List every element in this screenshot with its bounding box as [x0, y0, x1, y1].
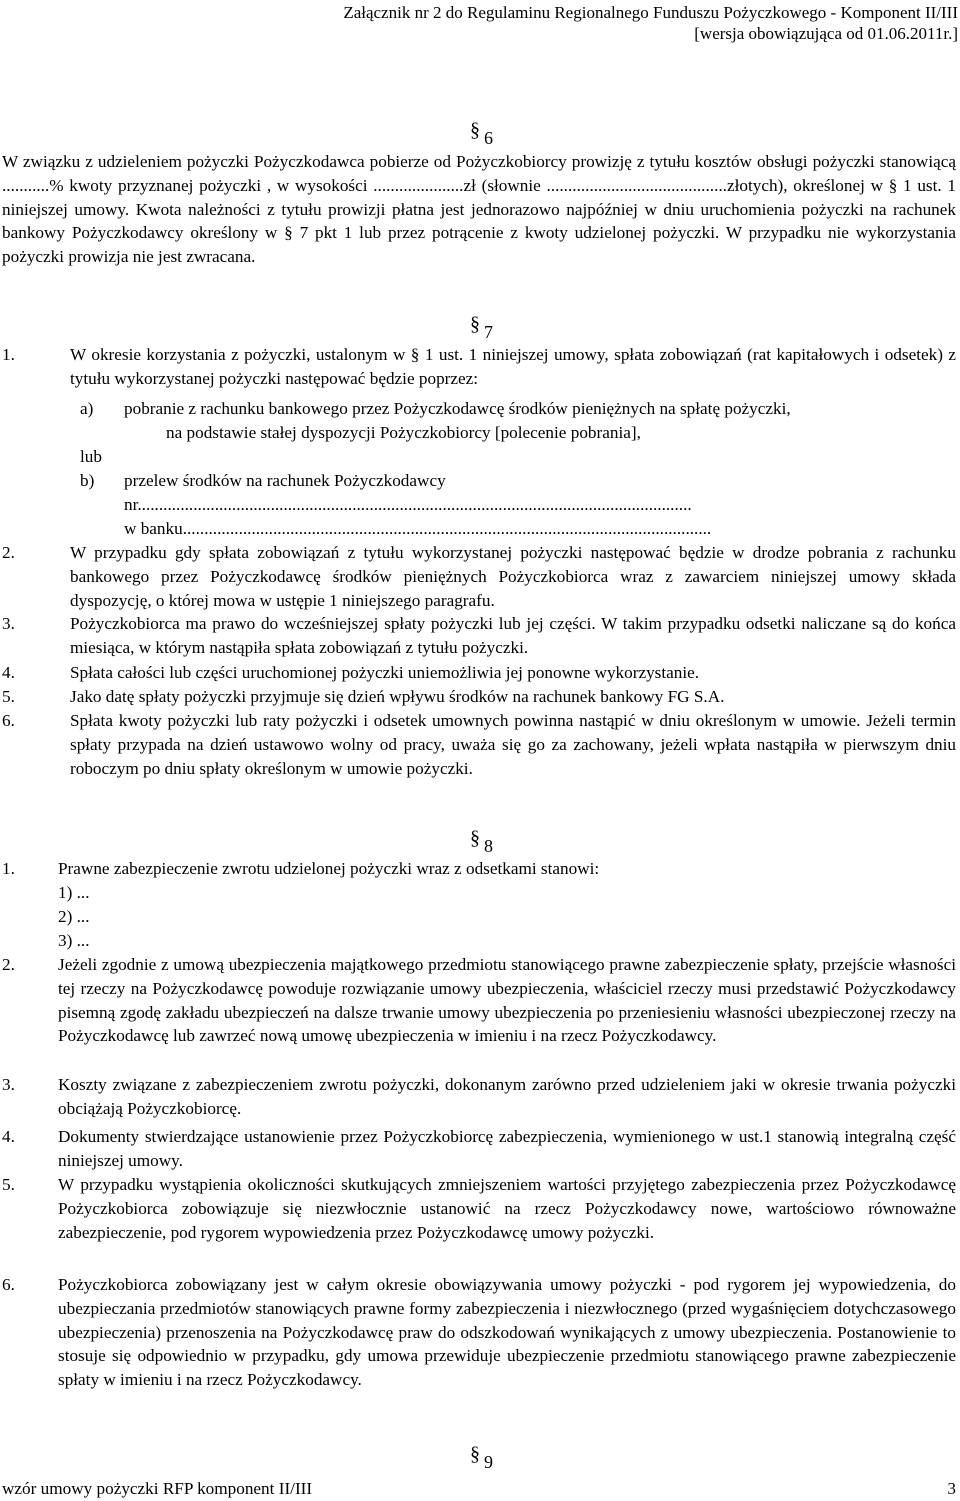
section-6-paragraph: [2, 150, 956, 269]
page-number: 3: [947, 1479, 956, 1498]
section-number: 7: [484, 322, 493, 342]
section-9-heading: [470, 1444, 493, 1472]
item-text: Jeżeli zgodnie z umową ubezpieczenia majątkowego przedmiotu stanowiącego prawne zabezpieczenie spłaty, przejście własności tej rzeczy na Pożyczkodawcę powoduje rozwiązanie umowy ubezpieczenia, właściciel rzeczy musi przedstawić Pożyczkodawcy pisemną zgodę zakładu ubezpieczeń na dalsze trwanie umowy ubezpieczenia po przeniesieniu własności ubezpieczonej rzeczy na Pożyczkodawcę lub zawrzeć nową umowę ubezpieczenia w imieniu i na rzecz Pożyczkodawcy.: [58, 955, 956, 1046]
section-6-heading: [470, 120, 493, 148]
item-number: 6.: [2, 711, 15, 730]
section-7-heading: [470, 314, 493, 342]
section-8-item-4: [2, 1125, 956, 1173]
section-8-item-1: [2, 857, 956, 881]
document-header-version: [wersja obowiązująca od 01.06.2011r.]: [694, 24, 958, 43]
paragraph-text: W związku z udzieleniem pożyczki Pożyczkodawca pobierze od Pożyczkobiorcy prowizję z tytułu kosztów obsługi pożyczki stanowiącą ...........% kwoty przyznanej pożyczki , w wysokości .....................zł (słownie ..........................................złotych), określonej w § 1 ust. 1 niniejszej umowy. Kwota należności z tytułu prowizji płatna jest jednorazowo najpóźniej w dniu uruchomienia pożyczki na rachunek bankowy Pożyczkodawcy określony w § 7 pkt 1 lub przez potrącenie z kwoty udzielonej pożyczki. W przypadku nie wykorzystania pożyczki prowizja nie jest zwracana.: [2, 152, 956, 267]
item-number: 3.: [2, 1075, 15, 1094]
section-symbol: §: [470, 313, 480, 335]
sub-item-a-label: a): [80, 399, 94, 418]
sub-item-b-text: przelew środków na rachunek Pożyczkodawcy: [124, 471, 446, 490]
sub-item-b-account-number: nr.................................................................................................................................: [124, 495, 692, 514]
item-number: 4.: [2, 1127, 15, 1146]
document-header-title: Załącznik nr 2 do Regulaminu Regionalnego Funduszu Pożyczkowego - Komponent II/III: [343, 3, 958, 22]
item-text: W przypadku wystąpienia okoliczności skutkujących zmniejszeniem wartości przyjętego zabezpieczenia przez Pożyczkodawcę Pożyczkobiorca zobowiązuje się niezwłocznie ustanowić na rzecz Pożyczkodawcy nowe, wartościowo równoważne zabezpieczenie, pod rygorem wypowiedzenia przez Pożyczkodawcę umowy pożyczki.: [58, 1175, 956, 1242]
item-number: 5.: [2, 687, 15, 706]
section-7-item-3: [2, 612, 956, 660]
section-symbol: §: [470, 119, 480, 141]
section-8-item-5: [2, 1173, 956, 1244]
item-text: Pożyczkobiorca zobowiązany jest w całym okresie obowiązywania umowy pożyczki - pod rygorem jej wypowiedzenia, do ubezpieczania przedmiotów stanowiących prawne formy zabezpieczenia i niezwłocznego (przed wygaśnięciem dotychczasowego ubezpieczenia) przenoszenia na Pożyczkodawcę praw do odszkodowań wynikających z umowy ubezpieczenia. Postanowienie to stosuje się odpowiednio w przypadku, gdy umowa przewiduje ubezpieczenie przedmiotu stanowiącego prawne zabezpieczenie spłaty w imieniu i na rzecz Pożyczkodawcy.: [58, 1275, 956, 1390]
section-8-item-2: [2, 953, 956, 1048]
item-text: W przypadku gdy spłata zobowiązań z tytułu wykorzystanej pożyczki następować będzie w drodze pobrania z rachunku bankowego przez Pożyczkodawcę środków pieniężnych Pożyczkobiorca wraz z zawarciem niniejszej umowy składa dyspozycję, o której mowa w ustępie 1 niniejszego paragrafu.: [70, 543, 956, 610]
section-7-item-4: [2, 661, 956, 685]
item-text: Spłata całości lub części uruchomionej pożyczki uniemożliwia jej ponowne wykorzystanie.: [70, 663, 700, 682]
sub-item-or: lub: [80, 447, 102, 466]
section-8-item-6: [2, 1273, 956, 1392]
item-number: 1.: [2, 345, 15, 364]
item-number: 4.: [2, 663, 15, 682]
security-item-3: 3) ...: [58, 931, 90, 950]
item-text: Jako datę spłaty pożyczki przyjmuje się dzień wpływu środków na rachunek bankowy FG S.A.: [70, 687, 725, 706]
footer-document-name: wzór umowy pożyczki RFP komponent II/III: [2, 1479, 313, 1498]
item-number: 2.: [2, 543, 15, 562]
section-symbol: §: [470, 1443, 480, 1465]
section-8-item-3: [2, 1073, 956, 1121]
item-text: Dokumenty stwierdzające ustanowienie przez Pożyczkobiorcę zabezpieczenia, wymienionego w ust.1 stanowią integralną część niniejszej umowy.: [58, 1127, 956, 1170]
section-7-item-1: [2, 343, 956, 391]
security-item-2: 2) ...: [58, 907, 90, 926]
section-number: 9: [484, 1452, 493, 1472]
item-number: 3.: [2, 614, 15, 633]
page-footer: [2, 1478, 956, 1500]
section-7-item-2: [2, 541, 956, 612]
sub-item-b-label: b): [80, 471, 95, 490]
item-text: Koszty związane z zabezpieczeniem zwrotu pożyczki, dokonanym zarówno przed udzieleniem jaki w okresie trwania pożyczki obciążają Pożyczkobiorcę.: [58, 1075, 956, 1118]
item-text: Pożyczkobiorca ma prawo do wcześniejszej spłaty pożyczki lub jej części. W takim przypadku odsetki naliczane są do końca miesiąca, w którym nastąpiła spłata zobowiązań z tytułu pożyczki.: [70, 614, 956, 657]
sub-item-a-text-continued: na podstawie stałej dyspozycji Pożyczkobiorcy [polecenie pobrania],: [166, 423, 641, 442]
section-8-heading: [470, 828, 493, 856]
item-number: 5.: [2, 1175, 15, 1194]
section-7-item-5: [2, 685, 956, 709]
item-text: Spłata kwoty pożyczki lub raty pożyczki i odsetek umownych powinna nastąpić w dniu określonym w umowie. Jeżeli termin spłaty przypada na dzień ustawowo wolny od pracy, uważa się go za zachowany, jeżeli wpłata nastąpiła w pierwszym dniu roboczym po dniu spłaty określonym w umowie pożyczki.: [70, 711, 956, 778]
section-symbol: §: [470, 827, 480, 849]
section-number: 6: [484, 128, 493, 148]
item-number: 1.: [2, 859, 15, 878]
item-text: W okresie korzystania z pożyczki, ustalonym w § 1 ust. 1 niniejszej umowy, spłata zobowiązań (rat kapitałowych i odsetek) z tytułu wykorzystanej pożyczki następować będzie poprzez:: [70, 345, 956, 388]
section-number: 8: [484, 836, 493, 856]
security-item-1: 1) ...: [58, 883, 90, 902]
sub-item-b-bank: w banku...........................................................................................................................: [124, 519, 712, 538]
sub-item-a-text: pobranie z rachunku bankowego przez Pożyczkodawcę środków pieniężnych na spłatę pożyczki,: [124, 399, 791, 418]
item-text: Prawne zabezpieczenie zwrotu udzielonej pożyczki wraz z odsetkami stanowi:: [58, 859, 600, 878]
section-7-item-6: [2, 709, 956, 780]
item-number: 6.: [2, 1275, 15, 1294]
item-number: 2.: [2, 955, 15, 974]
